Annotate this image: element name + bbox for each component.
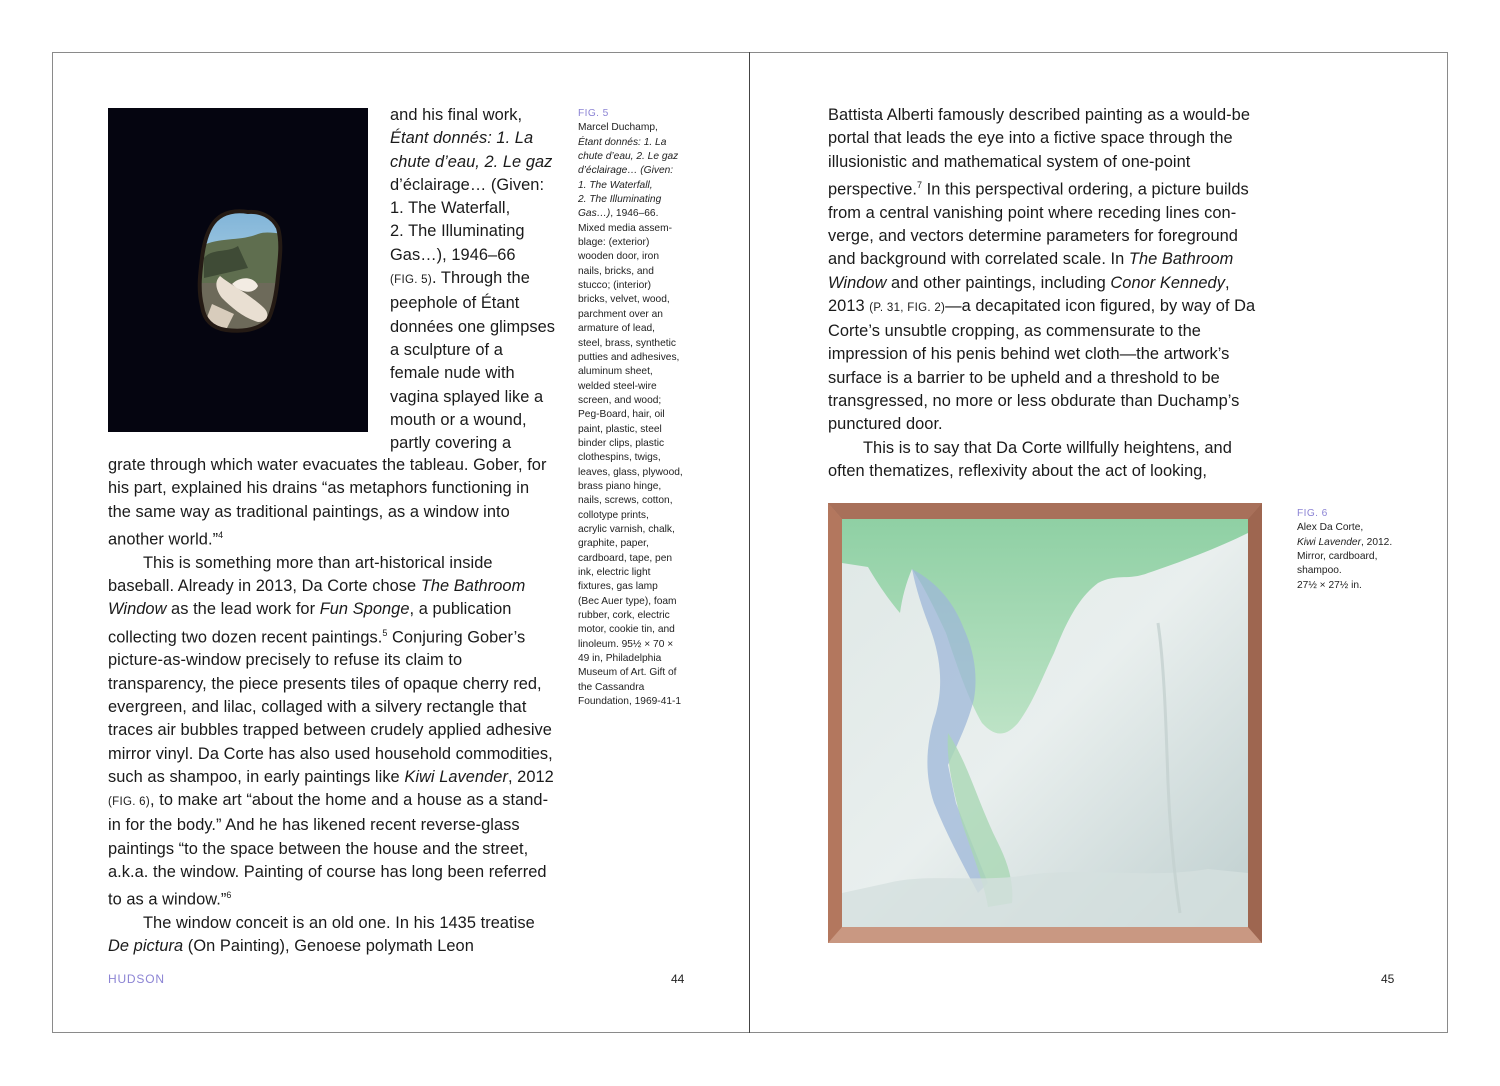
caption-detail-line: steel, brass, synthetic [578,337,676,349]
caption-title-line: 2. The Illuminating [578,194,662,206]
caption-detail-line: ink, electric light [578,567,651,578]
wrap-line: chute d’eau, 2. Le gaz [390,152,553,171]
fig5-caption [578,107,698,709]
running-head: HUDSON [108,972,165,986]
text-run: This is something more than art-historical inside baseball. Already in 2013, Da Corte chose [108,553,493,595]
wrap-line: female nude with [390,364,515,383]
right-body-text [828,104,1268,483]
wrap-line: Étant donnés: 1. La [390,129,534,148]
caption-detail-line: linoleum. 95½ × 70 × [578,638,674,650]
left-body-text [108,454,554,959]
italic-title: Fun Sponge [319,600,410,619]
fig5-label: FIG. 5 [578,108,609,119]
caption-detail-line: paint, plastic, steel [578,423,662,435]
wrap-line: 2. The Illuminating [390,222,525,241]
caption-title-line: chute d’eau, 2. Le gaz [578,151,679,163]
paragraph [108,454,554,552]
italic-title: The Bathroom Window [828,250,1234,292]
italic-title: De pictura [108,937,184,956]
text-run: Battista Alberti famously described painting as a would-be portal that leads the eye into a fictive space through the illusionistic and mathematical system of one-point perspective. [828,106,1251,199]
folio-right: 45 [1381,972,1395,986]
footnote-ref-6[interactable]: 6 [226,890,232,901]
caption-title: Kiwi Lavender [1297,536,1361,548]
caption-detail-line: armature of lead, [578,323,656,335]
caption-detail-line: brass piano hinge, [578,480,662,492]
caption-detail-line: collotype prints, [578,509,649,521]
caption-title-date-line [1297,536,1427,550]
wrap-line: d’éclairage… (Given: [390,175,545,194]
wrap-text-column [390,104,560,455]
paragraph [828,104,1268,437]
wrap-line: données one glimpses [390,317,556,336]
text-run: —a decapitated icon figured, by way of Da Corte’s unsubtle cropping, as commensurate to the impression of his penis behind wet cloth—the artwork’s surface is a barrier to be upheld and a threshold to be transgressed, no more or less obdurate than Duchamp’s punctured door. [828,296,1256,434]
paragraph [108,552,554,912]
caption-detail-line: leaves, glass, plywood, [578,466,683,478]
caption-title-line: 1. The Waterfall, [578,179,653,191]
text-run: , to make art “about the home and a house as a stand-in for the body.” And he has likened recent reverse-glass paintings “to the space between the house and the street, a.k.a. the window. Painting of course has long been referred to as a window.” [108,791,549,909]
footnote-ref-5[interactable]: 5 [382,627,388,638]
fig6-image [828,503,1262,943]
paragraph: This is to say that Da Corte willfully heightens, and often thematizes, reflexivity about the act of looking, [828,438,1232,480]
wrap-line: . Through the [432,269,530,288]
caption-title-line: Étant donnés: 1. La [578,136,667,148]
wrap-line: mouth or a wound, [390,410,527,429]
paragraph [108,912,554,959]
wrap-line: and his final work, [390,106,523,124]
fig6-label: FIG. 6 [1297,508,1328,519]
caption-detail-line: fixtures, gas lamp [578,581,658,593]
caption-detail-line: the Cassandra [578,681,645,693]
caption-detail-line: Foundation, 1969-41-1 [578,696,682,708]
footnote-ref-7[interactable]: 7 [916,179,923,190]
caption-detail-line: putties and adhesives, [578,351,680,363]
wrap-line: Gas…), 1946–66 [390,245,516,264]
text-run: , 2012 [507,767,554,786]
text-run: grate through which water evacuates the tableau. Gober, for his part, explained his drains “as metaphors functioning in the same way as traditional paintings, as a window into another world.” [108,456,547,549]
caption-medium: shampoo. [1297,565,1342,577]
caption-title-line: d’éclairage… (Given: [578,165,674,177]
text-run: Conjuring Gober’s picture-as-window precisely to refuse its claim to transparency, the piece presents tiles of opaque cherry red, evergreen, and lilac, collaged with a silvery rectangle that traces air bubbles trapped between crudely applied adhesive mirror vinyl. Da Corte has also used household commodities, such as shampoo, in early paintings like [108,628,553,786]
caption-detail-line: Museum of Art. Gift of [578,667,677,679]
caption-detail-line: cardboard, tape, pen [578,552,673,564]
fig6-caption [1297,507,1427,593]
wrap-line: peephole of Étant [390,294,520,313]
caption-detail-line: acrylic varnish, chalk, [578,523,675,535]
folio-left: 44 [671,972,685,986]
caption-size: 27½ × 27½ in. [1297,579,1362,591]
caption-date: , 2012. [1361,536,1393,548]
text-run: and other paintings, including [886,273,1111,292]
caption-detail-line: motor, cookie tin, and [578,624,675,636]
caption-detail-line: welded steel-wire [578,380,657,392]
fig5-image [108,108,368,432]
wrap-line: a sculpture of a [390,340,503,359]
caption-artist: Alex Da Corte, [1297,522,1364,534]
caption-title-line: Gas…) [578,208,611,220]
caption-detail-line: bricks, velvet, wood, [578,294,670,306]
fig6-ref[interactable]: (FIG. 6) [108,796,151,809]
fig5-ref[interactable]: (FIG. 5) [390,274,433,287]
caption-detail-line: Peg-Board, hair, oil [578,409,665,421]
caption-title-date-line [578,207,698,221]
text-run: In this perspectival ordering, a picture builds from a central vanishing point where receding lines con-verge, and vectors determine parameters for foreground and background with correlated scale. In [828,180,1249,269]
footnote-ref-4[interactable]: 4 [218,529,224,540]
italic-title: The Bathroom Window [108,576,526,619]
caption-detail-line: screen, and wood; [578,394,662,406]
text-run: , 2013 [828,273,1230,315]
wrap-line: vagina splayed like a [390,387,544,406]
caption-artist: Marcel Duchamp, [578,122,658,134]
text-run: , a publication collecting two dozen recent paintings. [108,600,512,647]
caption-detail-line: parchment over an [578,308,663,320]
italic-title: Conor Kennedy [1110,273,1225,292]
text-run: The window conceit is an old one. In his 1435 treatise [143,914,535,933]
wrap-line: 1. The Waterfall, [390,199,511,218]
wrap-line: partly covering a [390,434,512,453]
caption-date: , 1946–66. [610,208,659,220]
caption-detail-line: stucco; (interior) [578,280,652,292]
etant-donnes-peephole-image [108,108,368,432]
kiwi-lavender-painting [828,503,1262,943]
caption-detail-line: graphite, paper, [578,538,649,550]
caption-detail-line: blage: (exterior) [578,237,650,249]
caption-detail-line: (Bec Auer type), foam [578,595,677,607]
caption-detail-line: nails, screws, cotton, [578,495,673,507]
text-run: (On Painting), Genoese polymath Leon [183,937,474,956]
text-run: as the lead work for [166,600,320,619]
caption-detail-line: Mixed media assem- [578,222,672,234]
caption-detail-line: binder clips, plastic [578,437,665,449]
italic-title: Kiwi Lavender [404,767,508,786]
caption-detail-line: 49 in, Philadelphia [578,653,662,665]
caption-medium: Mirror, cardboard, [1297,551,1378,563]
caption-detail-line: nails, bricks, and [578,265,654,277]
caption-detail-line: aluminum sheet, [578,366,653,378]
p31-fig2-ref[interactable]: (P. 31, FIG. 2) [869,301,946,314]
caption-detail-line: clothespins, twigs, [578,452,661,464]
wrap-line-with-ref [390,267,560,292]
caption-detail-line: wooden door, iron [578,251,659,263]
caption-detail-line: rubber, cork, electric [578,610,670,622]
caption-details [578,222,698,710]
gutter-line [749,52,750,1033]
